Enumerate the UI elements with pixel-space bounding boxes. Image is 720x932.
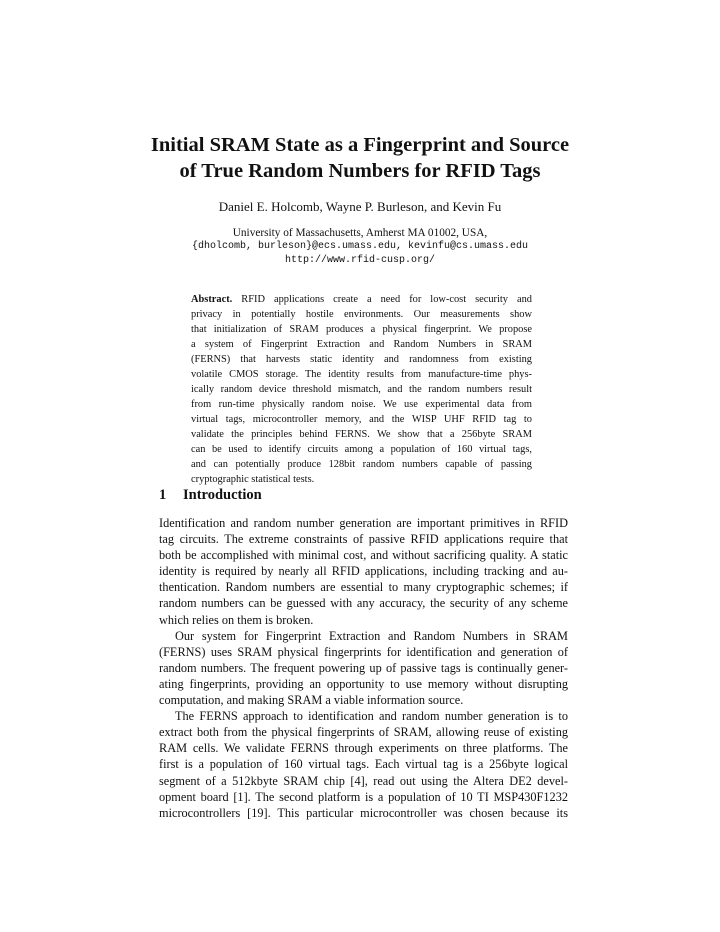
abstract-line: virtual tags, microcontroller memory, and the WISP UHF RFID tag to — [191, 414, 532, 425]
section-title: Introduction — [183, 487, 262, 503]
body-line: Identification and random number generation are important primitives in RFID — [159, 516, 568, 530]
abstract-line: ically random device threshold mismatch, and the random numbers result — [191, 384, 532, 395]
body-line: (FERNS) uses SRAM physical fingerprints for identification and generation of — [159, 644, 568, 659]
title-line-1: Initial SRAM State as a Fingerprint and Source — [150, 134, 570, 156]
affiliation-url[interactable]: http://www.rfid-cusp.org/ — [284, 255, 436, 266]
abstract-line: a system of Fingerprint Extraction and Random Numbers in SRAM — [191, 339, 532, 350]
body-line: random numbers. The frequent powering up of passive tags is continually gener- — [159, 660, 568, 675]
author-list: Daniel E. Holcomb, Wayne P. Burleson, and Kevin Fu — [218, 199, 502, 214]
abstract-line: Abstract. RFID applications create a need for low-cost security and — [191, 294, 532, 305]
affiliation-block — [120, 226, 600, 268]
body-line: RAM cells. We validate FERNS through experiments on three platforms. The — [159, 741, 568, 756]
abstract-line: from run-time physically random noise. We use experimental data from — [191, 399, 532, 410]
body-line: extract both from the physical fingerprints of SRAM, allowing reuse of existing — [159, 725, 568, 740]
body-line: computation, and making SRAM a viable information source. — [159, 693, 464, 708]
body-text — [159, 515, 568, 821]
abstract-line: and can potentially produce 128bit random numbers capable of passing — [191, 459, 532, 470]
body-line: tag circuits. The extreme constraints of passive RFID applications require that — [159, 532, 568, 547]
paper-title — [120, 132, 600, 184]
body-line: Our system for Fingerprint Extraction and Random Numbers in SRAM — [175, 628, 568, 643]
body-line: first is a population of 160 virtual tags. Each virtual tag is a 256byte logical — [159, 757, 568, 772]
body-line: random numbers can be guessed with any accuracy, the security of any scheme — [159, 596, 568, 611]
affiliation-emails: {dholcomb, burleson}@ecs.umass.edu, kevinfu@cs.umass.edu — [191, 241, 529, 252]
abstract-line: volatile CMOS storage. The identity results from manufacture-time phys- — [191, 369, 532, 380]
abstract-label: Abstract. — [191, 294, 233, 305]
section-heading — [159, 486, 262, 504]
body-line: identity is required by nearly all RFID applications, including tracking and au- — [159, 564, 568, 579]
body-line: segment of a 512kbyte SRAM chip [4], read out using the Altera DE2 devel- — [159, 773, 568, 788]
abstract-line: privacy in potentially hostile environments. Our measurements show — [191, 309, 532, 320]
body-line: opment board [1]. The second platform is a population of 10 TI MSP430F1232 — [159, 789, 568, 804]
abstract-line: that initialization of SRAM produces a physical fingerprint. We propose — [191, 324, 532, 335]
body-line: ating fingerprints, providing an opportunity to use memory without disrupting — [159, 676, 568, 691]
body-line: The FERNS approach to identification and random number generation is to — [175, 709, 568, 724]
abstract-line: cryptographic statistical tests. — [191, 474, 315, 485]
section-number: 1 — [159, 487, 167, 503]
body-line: thentication. Random numbers are essential to many cryptographic schemes; if — [159, 580, 568, 595]
abstract — [191, 292, 532, 487]
body-line: both be accomplished with minimal cost, and without sacrificing quality. A static — [159, 548, 568, 563]
affiliation-institution: University of Massachusetts, Amherst MA 01002, USA, — [232, 227, 488, 239]
abstract-line: validate the principles behind FERNS. We show that a 256byte SRAM — [191, 429, 532, 440]
title-line-2: of True Random Numbers for RFID Tags — [179, 160, 541, 182]
abstract-line: can be used to identify circuits among a population of 160 virtual tags, — [191, 444, 532, 455]
body-line: which relies on them is broken. — [159, 612, 314, 627]
body-line: microcontrollers [19]. This particular microcontroller was chosen because its — [159, 805, 568, 820]
abstract-line: (FERNS) that harvests static identity and randomness from existing — [191, 354, 532, 365]
